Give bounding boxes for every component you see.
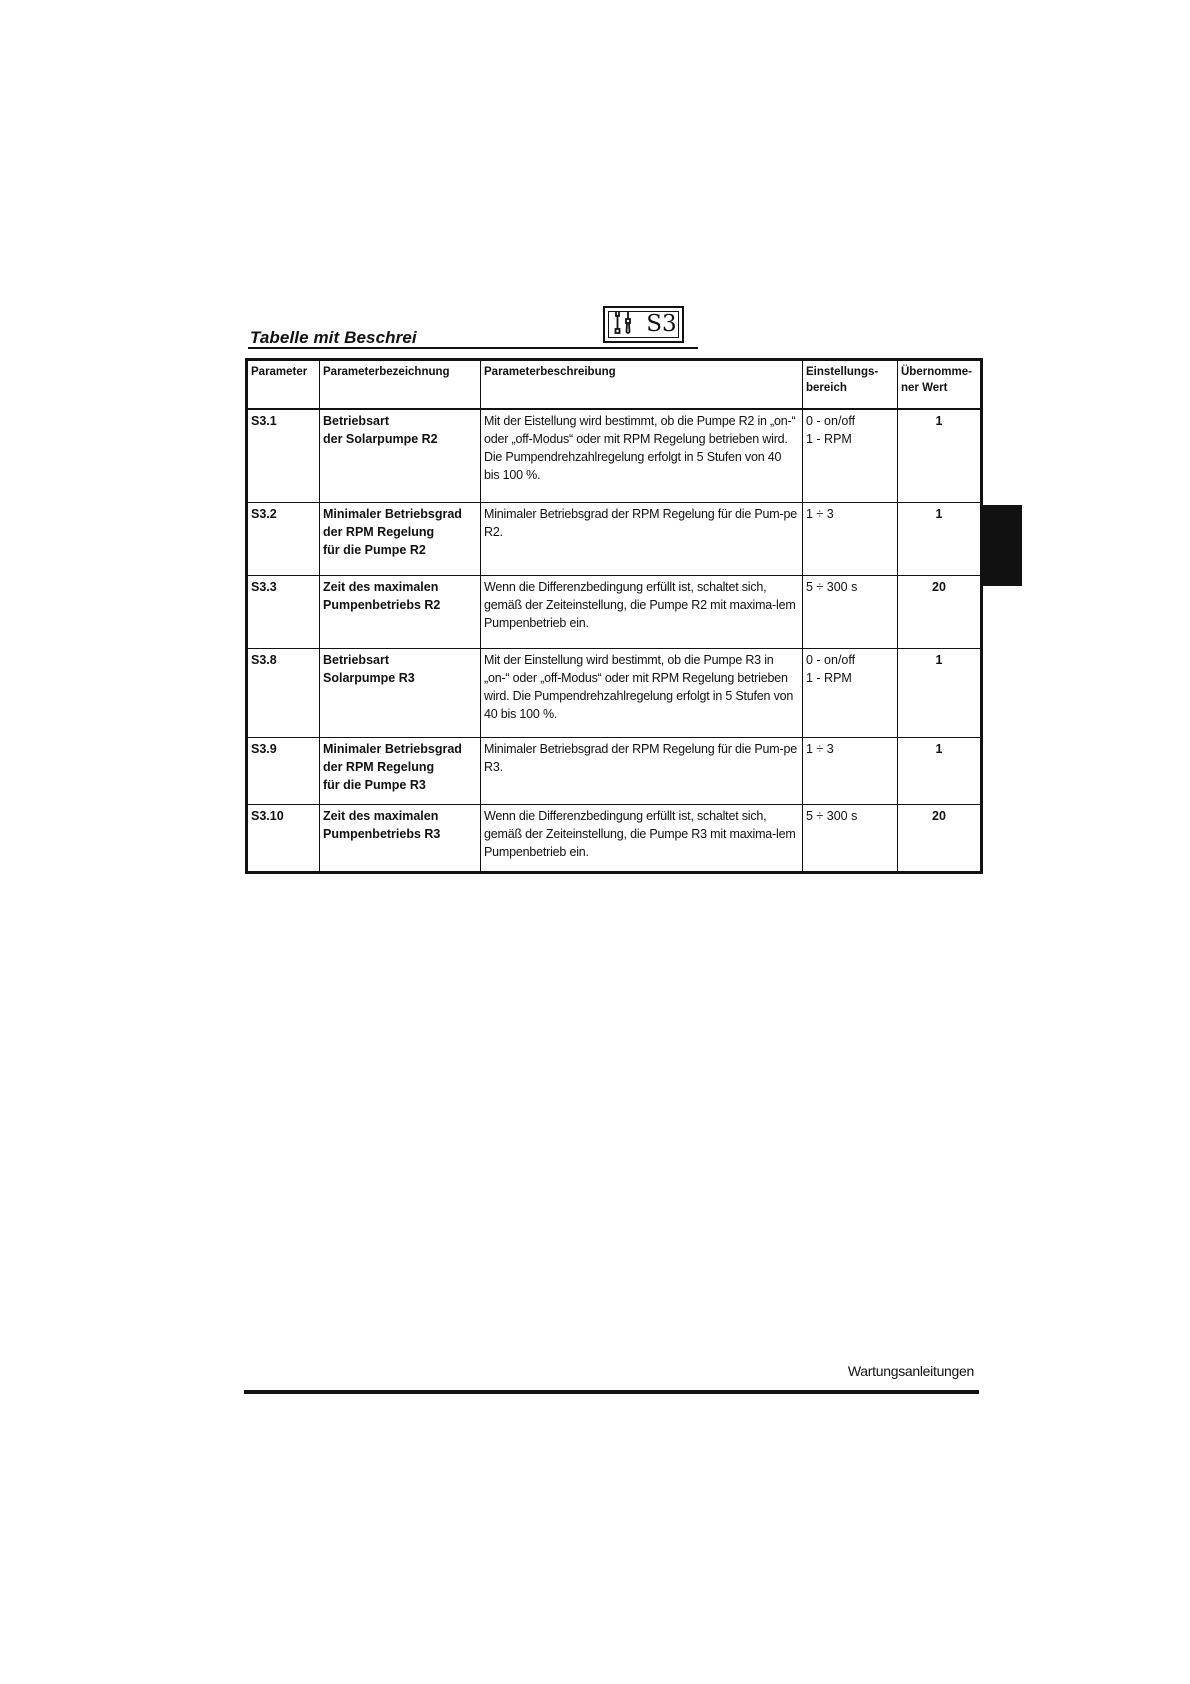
table-row: [247, 503, 982, 576]
param-range: 0 - on/off 1 - RPM: [803, 649, 898, 738]
param-id: S3.10: [247, 805, 320, 873]
param-description: Minimaler Betriebsgrad der RPM Regelung für die Pum-pe R3.: [481, 738, 803, 805]
param-description: Wenn die Differenzbedingung erfüllt ist, schaltet sich, gemäß der Zeiteinstellung, die Pumpe R2 mit maxima-lem Pumpenbetrieb ein.: [481, 576, 803, 649]
param-value: 20: [898, 576, 982, 649]
table-row: [247, 805, 982, 873]
param-value: 1: [898, 649, 982, 738]
table-row: [247, 649, 982, 738]
param-description: Minimaler Betriebsgrad der RPM Regelung für die Pum-pe R2.: [481, 503, 803, 576]
header-parameter: Parameter: [247, 360, 320, 410]
section-side-tab: [982, 505, 1022, 586]
param-description: Wenn die Differenzbedingung erfüllt ist, schaltet sich, gemäß der Zeiteinstellung, die Pumpe R3 mit maxima-lem Pumpenbetrieb ein.: [481, 805, 803, 873]
s3-badge: [603, 306, 684, 343]
header-description: Parameterbeschreibung: [481, 360, 803, 410]
param-name: Betriebsart der Solarpumpe R2: [320, 409, 481, 503]
param-range: 5 ÷ 300 s: [803, 576, 898, 649]
table-row: [247, 738, 982, 805]
param-name: Minimaler Betriebsgrad der RPM Regelung für die Pumpe R3: [320, 738, 481, 805]
param-description: Mit der Einstellung wird bestimmt, ob die Pumpe R3 in „on-“ oder „off-Modus“ oder mit RPM Regelung betrieben wird. Die Pumpendrehzahlregelung erfolgt in 5 Stufen von 40 bis 100 %.: [481, 649, 803, 738]
table-header-row: [247, 360, 982, 410]
param-range: 0 - on/off 1 - RPM: [803, 409, 898, 503]
header-name: Parameterbezeichnung: [320, 360, 481, 410]
parameter-table: [245, 358, 983, 874]
param-id: S3.9: [247, 738, 320, 805]
param-name: Zeit des maximalen Pumpenbetriebs R3: [320, 805, 481, 873]
table-row: [247, 576, 982, 649]
param-id: S3.8: [247, 649, 320, 738]
param-range: 5 ÷ 300 s: [803, 805, 898, 873]
title-underline: [248, 347, 698, 349]
param-name: Minimaler Betriebsgrad der RPM Regelung für die Pumpe R2: [320, 503, 481, 576]
param-id: S3.2: [247, 503, 320, 576]
table-row: [247, 409, 982, 503]
tools-icon: [610, 309, 640, 340]
param-description: Mit der Eistellung wird bestimmt, ob die Pumpe R2 in „on-“ oder „off-Modus“ oder mit RPM Regelung betrieben wird. Die Pumpendrehzahlregelung erfolgt in 5 Stufen von 40 bis 100 %.: [481, 409, 803, 503]
param-value: 20: [898, 805, 982, 873]
param-name: Betriebsart Solarpumpe R3: [320, 649, 481, 738]
header-value: Übernomme- ner Wert: [898, 360, 982, 410]
param-value: 1: [898, 738, 982, 805]
header-range: Einstellungs- bereich: [803, 360, 898, 410]
param-value: 1: [898, 503, 982, 576]
section-title: Tabelle mit Beschrei: [250, 328, 417, 347]
badge-label: S3: [646, 311, 677, 337]
param-name: Zeit des maximalen Pumpenbetriebs R2: [320, 576, 481, 649]
param-range: 1 ÷ 3: [803, 738, 898, 805]
param-id: S3.1: [247, 409, 320, 503]
footer-text: Wartungsanleitungen: [847, 1363, 974, 1379]
param-id: S3.3: [247, 576, 320, 649]
param-value: 1: [898, 409, 982, 503]
footer-rule: [244, 1390, 979, 1394]
param-range: 1 ÷ 3: [803, 503, 898, 576]
